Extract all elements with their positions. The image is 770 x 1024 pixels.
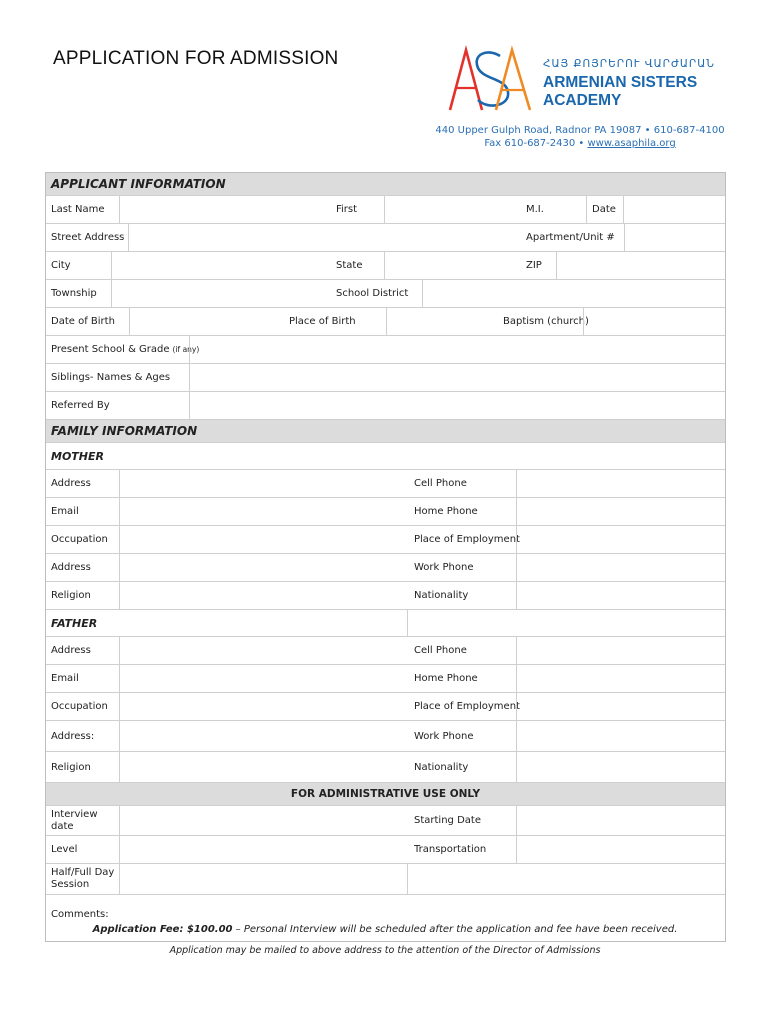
township-field[interactable] [111,280,334,307]
pob-label: Place of Birth [289,316,356,327]
father-work-address-label: Address: [51,730,95,742]
row-siblings [46,364,725,392]
mother-header [46,443,725,470]
apt-field[interactable] [624,224,725,251]
mother-email-label: Email [51,506,79,517]
row-name [46,196,725,224]
father-row-address2 [46,721,725,752]
city-label: City [51,260,71,271]
mother-work-address-field[interactable] [119,554,409,581]
mother-title: MOTHER [51,449,104,463]
interview-field[interactable] [119,806,409,835]
father-work-field[interactable] [516,721,725,751]
siblings-label: Siblings- Names & Ages [51,372,171,383]
city-field[interactable] [111,252,334,279]
session-label: Half/Full Day Session [51,867,115,890]
starting-field[interactable] [516,806,725,835]
mother-row-email [46,498,725,526]
mother-religion-field[interactable] [119,582,409,609]
interview-label: Interview date [51,808,98,832]
present-school-label: Present School & Grade (if any) [51,344,200,355]
mother-row-address [46,470,725,498]
website-link[interactable]: www.asaphila.org [587,138,676,149]
zip-field[interactable] [556,252,725,279]
section-title: APPLICANT INFORMATION [51,177,226,191]
section-applicant-header [46,173,725,196]
state-label: State [336,260,363,271]
row-city [46,252,725,280]
admin-row-interview [46,806,725,836]
mother-work-field[interactable] [516,554,725,581]
mother-occupation-label: Occupation [51,534,108,545]
date-label: Date [592,204,616,215]
dob-field[interactable] [129,308,285,335]
level-label: Level [51,844,78,855]
admin-row-level [46,836,725,864]
street-field[interactable] [128,224,519,251]
mother-row-address2 [46,554,725,582]
mail-note: Application may be mailed to above address to the attention of the Director of Admissions [169,945,601,956]
father-work-label: Work Phone [414,730,474,742]
school-name [543,74,743,110]
pob-field[interactable] [386,308,500,335]
school-address [420,124,740,150]
father-work-address-field[interactable] [119,721,409,751]
father-employment-field[interactable] [516,693,725,720]
referred-field[interactable] [189,392,725,419]
father-nationality-field[interactable] [516,752,725,782]
district-label: School District [336,288,409,299]
street-label: Street Address [51,232,125,243]
school-name-armenian: ՀԱՅ ՔՈՅՐԵՐՈՒ ՎԱՐԺԱՐԱՆ [543,58,715,70]
mother-nationality-label: Nationality [414,590,469,601]
page-title: APPLICATION FOR ADMISSION [53,48,339,69]
mother-address-label: Address [51,478,91,489]
date-field[interactable] [623,196,725,223]
mi-label: M.I. [526,204,544,215]
present-school-note: (if any) [172,345,200,354]
father-religion-field[interactable] [119,752,409,782]
section-title: FOR ADMINISTRATIVE USE ONLY [290,788,481,800]
mi-field[interactable] [586,196,587,223]
first-name-field[interactable] [384,196,519,223]
mother-email-field[interactable] [119,498,409,525]
mother-home-label: Home Phone [414,506,478,517]
mother-home-field[interactable] [516,498,725,525]
father-row-email [46,665,725,693]
zip-label: ZIP [526,260,542,271]
baptism-field[interactable] [583,308,725,335]
mother-address-field[interactable] [119,470,409,497]
school-name-line2: ACADEMY [543,92,622,109]
father-title: FATHER [51,616,98,630]
mother-work-address-label: Address [51,562,91,573]
transportation-field[interactable] [516,836,725,863]
father-row-address [46,637,725,665]
township-label: Township [51,288,97,299]
comments-label: Comments: [51,908,109,920]
admin-row-session [46,864,725,895]
apt-label: Apartment/Unit # [526,232,615,243]
dob-label: Date of Birth [51,316,115,327]
first-name-label: First [336,204,358,215]
row-present-school [46,336,725,364]
section-title: FAMILY INFORMATION [51,424,198,438]
transportation-label: Transportation [414,844,487,855]
mother-employment-label: Place of Employment [414,534,520,545]
fee-note [0,924,770,935]
baptism-label: Baptism (church) [503,316,589,327]
mother-work-label: Work Phone [414,562,474,573]
session-extra-field[interactable] [407,864,725,894]
father-email-field[interactable] [119,665,409,692]
father-cell-field[interactable] [516,637,725,664]
last-name-label: Last Name [51,204,105,215]
father-header-field [407,610,725,636]
father-header [46,610,725,637]
father-row-religion [46,752,725,783]
present-school-field[interactable] [189,336,725,363]
session-field[interactable] [119,864,409,894]
father-religion-label: Religion [51,761,91,773]
father-home-field[interactable] [516,665,725,692]
father-cell-label: Cell Phone [414,645,467,656]
row-birth [46,308,725,336]
row-referred [46,392,725,420]
fax-line: Fax 610-687-2430 • [484,138,588,149]
referred-label: Referred By [51,400,110,411]
father-home-label: Home Phone [414,673,478,684]
address-line: 440 Upper Gulph Road, Radnor PA 19087 • 610-687-4100 [435,125,725,136]
district-field[interactable] [422,280,725,307]
school-name-line1: ARMENIAN SISTERS [543,74,698,91]
mother-nationality-field[interactable] [516,582,725,609]
last-name-field[interactable] [119,196,334,223]
father-nationality-label: Nationality [414,761,469,773]
fee-note-text: – Personal Interview will be scheduled after the application and fee have been received. [232,924,678,935]
fee-amount: Application Fee: $100.00 [92,924,233,935]
level-field[interactable] [119,836,409,863]
father-occupation-field[interactable] [119,693,409,720]
state-field[interactable] [384,252,519,279]
section-family-header [46,420,725,443]
father-occupation-label: Occupation [51,701,108,712]
father-employment-label: Place of Employment [414,701,520,712]
school-logo [444,44,534,112]
siblings-field[interactable] [189,364,725,391]
mother-row-occupation [46,526,725,554]
father-address-label: Address [51,645,91,656]
mother-cell-label: Cell Phone [414,478,467,489]
father-row-occupation [46,693,725,721]
mother-occupation-field[interactable] [119,526,409,553]
father-email-label: Email [51,673,79,684]
application-form [45,172,726,942]
mother-row-religion [46,582,725,610]
mother-cell-field[interactable] [516,470,725,497]
starting-label: Starting Date [414,815,481,826]
row-street [46,224,725,252]
row-township [46,280,725,308]
mother-employment-field[interactable] [516,526,725,553]
section-admin-header [46,783,725,806]
father-address-field[interactable] [119,637,409,664]
mother-religion-label: Religion [51,590,91,601]
